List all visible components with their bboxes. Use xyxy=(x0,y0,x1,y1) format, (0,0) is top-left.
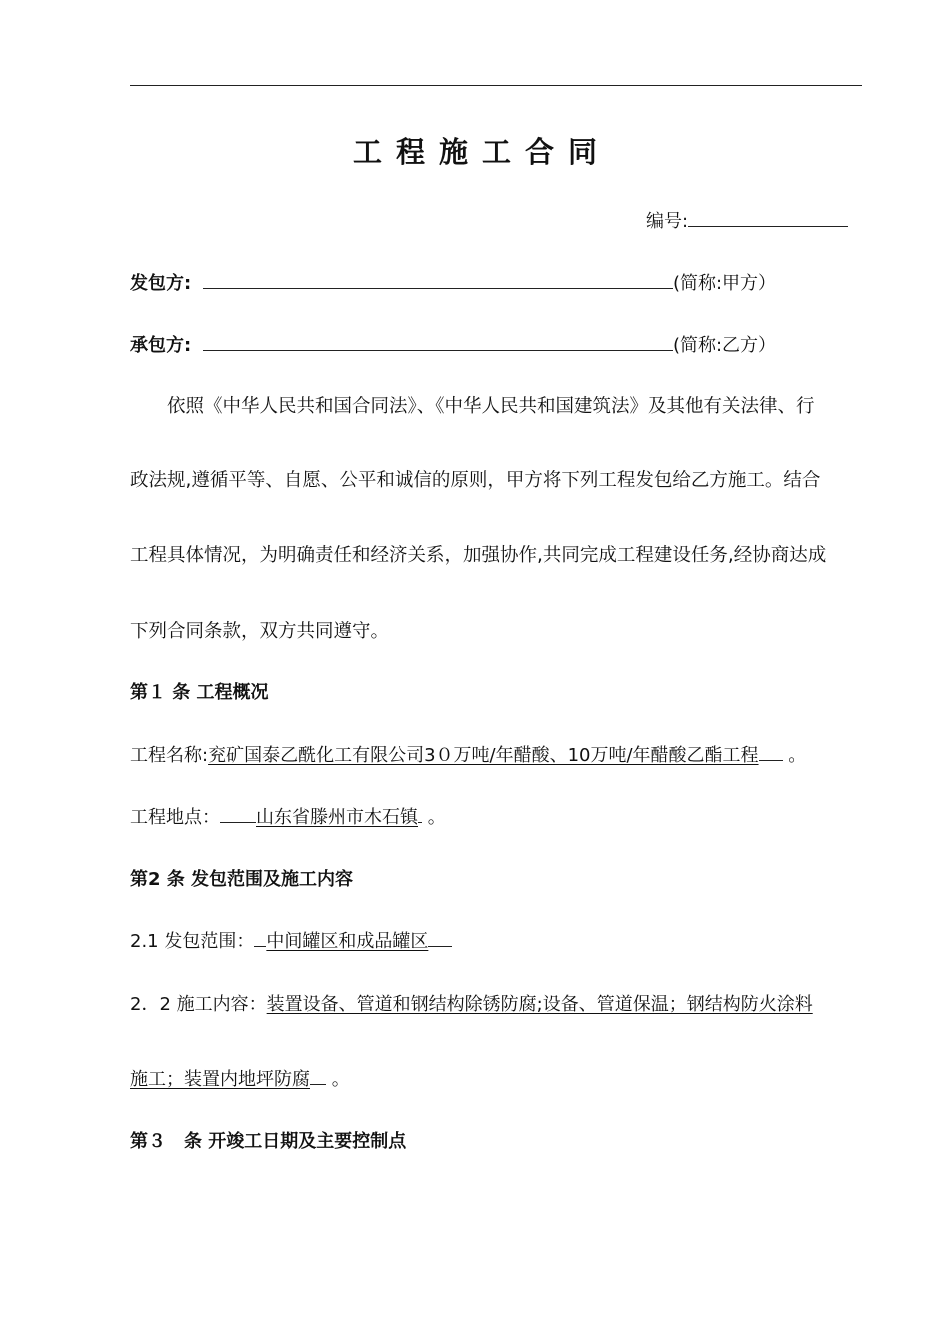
document-title: 工程施工合同 xyxy=(352,135,611,169)
employer-blank[interactable] xyxy=(203,270,673,289)
work-content-value-2: 施工；装置内地坪防腐 xyxy=(130,1069,310,1090)
employer-abbr: (简称:甲方） xyxy=(672,273,777,294)
contractor-row xyxy=(130,332,776,358)
contractor-abbr: (简称:乙方） xyxy=(672,335,777,356)
work-content-value-1: 装置设备、管道和钢结构除锈防腐;设备、管道保温；钢结构防火涂料 xyxy=(266,994,813,1015)
preamble-line-1: 依照《中华人民共和国合同法》、《中华人民共和国建筑法》及其他有关法律、行 xyxy=(167,396,815,417)
project-name-end: 。 xyxy=(788,745,807,766)
contract-number-blank[interactable] xyxy=(688,208,848,227)
scope-underline-lead xyxy=(254,931,266,947)
article-1-heading: 第１ 条 工程概况 xyxy=(130,682,269,703)
work-content-row xyxy=(130,993,813,1017)
work-content-row-2 xyxy=(130,1068,350,1092)
contractor-blank[interactable] xyxy=(203,332,673,351)
work-content-label: 2．2 施工内容： xyxy=(130,994,267,1015)
work-content-end: 。 xyxy=(331,1069,350,1090)
article-2-heading: 第2 条 发包范围及施工内容 xyxy=(130,869,354,890)
contract-number-label: 编号: xyxy=(646,211,689,232)
project-name-label: 工程名称: xyxy=(130,745,209,766)
project-location-value: 山东省滕州市木石镇 xyxy=(256,807,418,828)
project-location-label: 工程地点： xyxy=(130,807,220,828)
preamble-line-3: 工程具体情况，为明确责任和经济关系，加强协作,共同完成工程建设任务,经协商达成 xyxy=(130,545,827,566)
project-location-underline-tail xyxy=(418,807,422,823)
preamble-line-2: 政法规,遵循平等、自愿、公平和诚信的原则，甲方将下列工程发包给乙方施工。结合 xyxy=(130,470,821,491)
project-location-row xyxy=(130,806,446,830)
scope-value: 中间罐区和成品罐区 xyxy=(266,931,429,952)
scope-row xyxy=(130,930,452,954)
scope-underline-tail xyxy=(428,931,452,947)
project-location-underline-lead xyxy=(220,807,256,823)
contract-number-row xyxy=(646,208,848,234)
project-name-row xyxy=(130,744,806,768)
scope-label: 2.1 发包范围： xyxy=(130,931,255,952)
article-3-heading: 第３ 条 开竣工日期及主要控制点 xyxy=(130,1131,407,1152)
header-rule xyxy=(130,85,862,86)
preamble-line-4: 下列合同条款，双方共同遵守。 xyxy=(130,621,390,642)
project-name-value: 兖矿国泰乙酰化工有限公司3０万吨/年醋酸、10万吨/年醋酸乙酯工程 xyxy=(208,745,759,766)
project-location-end: 。 xyxy=(427,807,446,828)
employer-row xyxy=(130,270,776,296)
employer-label: 发包方: xyxy=(130,273,192,294)
project-name-underline-tail xyxy=(759,745,783,761)
work-content-underline-tail xyxy=(310,1069,326,1085)
contractor-label: 承包方: xyxy=(130,335,192,356)
